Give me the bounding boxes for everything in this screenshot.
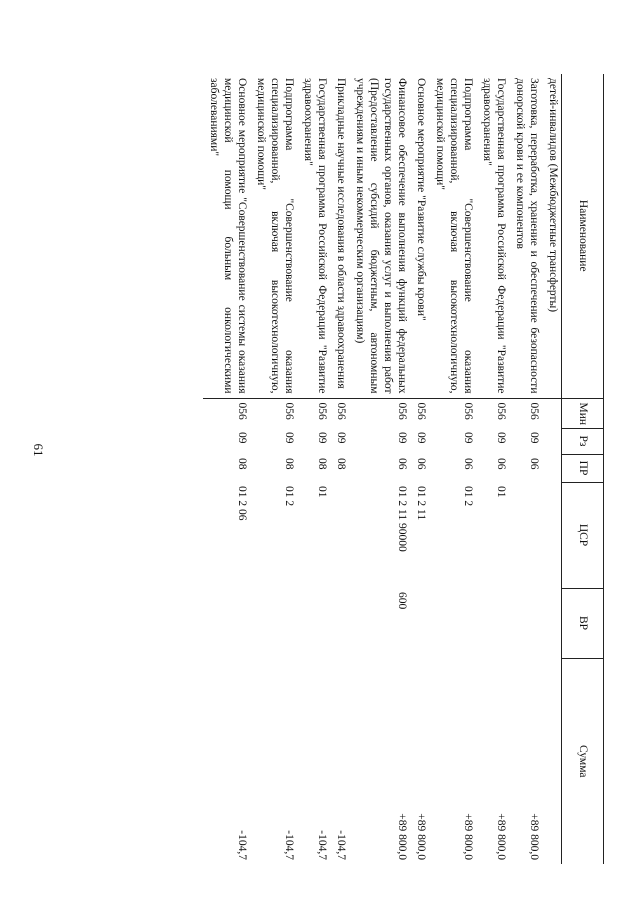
row-vr xyxy=(542,588,562,658)
row-rz: 09 xyxy=(415,432,427,444)
row-sum: +89 800,0 xyxy=(396,813,408,860)
row-csr xyxy=(330,482,349,588)
row-name: Государственная программа Российской Федерации "Развитие здравоохранения" xyxy=(476,74,509,398)
row-name: Подпрограмма "Совершенствование оказания специализированной, включая высокотехнологичную, медицинской помощи" xyxy=(250,74,297,398)
row-min: 056 xyxy=(462,402,474,420)
row-pr: 06 xyxy=(396,458,408,470)
row-min: 056 xyxy=(316,402,328,420)
row-rz: 09 xyxy=(236,432,248,444)
row-name: Заготовка, переработка, хранение и обеспечение безопасности донорской крови и ее компонентов xyxy=(509,74,542,398)
row-csr: 01 xyxy=(495,486,507,498)
row-sum: +89 800,0 xyxy=(495,813,507,860)
row-sum: +89 800,0 xyxy=(462,813,474,860)
row-vr xyxy=(297,588,330,658)
row-csr: 01 xyxy=(316,486,328,498)
page-number: 61 xyxy=(31,443,46,457)
row-pr: 08 xyxy=(316,458,328,470)
row-name: Основное мероприятие "Развитие службы крови" xyxy=(410,74,429,398)
row-vr xyxy=(476,588,509,658)
row-min: 056 xyxy=(495,402,507,420)
row-min: 056 xyxy=(528,402,540,420)
row-vr: 600 xyxy=(396,592,408,610)
row-pr: 08 xyxy=(236,458,248,470)
table-row xyxy=(509,74,542,864)
row-sum: -104,7 xyxy=(335,830,347,860)
table-row xyxy=(297,74,330,864)
row-rz: 09 xyxy=(283,432,295,444)
row-csr: 01 2 11 90000 xyxy=(396,486,408,552)
row-csr: 01 2 xyxy=(283,486,295,507)
rotated-table-container xyxy=(84,74,604,864)
row-sum xyxy=(542,658,562,864)
table-row xyxy=(349,74,410,864)
row-min: 056 xyxy=(335,402,347,420)
row-min: 056 xyxy=(396,402,408,420)
row-name: Прикладные научные исследования в области здравоохранения xyxy=(330,74,349,398)
table-row xyxy=(330,74,349,864)
header-vr: ВР xyxy=(562,588,605,658)
row-csr: 01 2 11 xyxy=(415,486,427,521)
header-row xyxy=(562,74,605,864)
header-name: Наименование xyxy=(562,74,605,398)
row-sum: +89 800,0 xyxy=(415,813,427,860)
row-vr xyxy=(203,588,250,658)
row-sum: -104,7 xyxy=(316,830,328,860)
row-pr: 08 xyxy=(283,458,295,470)
row-vr xyxy=(410,588,429,658)
row-csr xyxy=(542,482,562,588)
row-pr: 06 xyxy=(415,458,427,470)
row-sum: -104,7 xyxy=(236,830,248,860)
row-rz xyxy=(542,428,562,454)
header-sum: Сумма xyxy=(562,658,605,864)
row-min: 056 xyxy=(283,402,295,420)
row-vr xyxy=(330,588,349,658)
row-csr xyxy=(509,482,542,588)
row-name: Подпрограмма "Совершенствование оказания специализированной, включая высокотехнологичную, медицинской помощи" xyxy=(429,74,476,398)
row-pr: 06 xyxy=(528,458,540,470)
table-row xyxy=(410,74,429,864)
row-name: Финансовое обеспечение выполнения функций федеральных государственных органов, оказания услуг и выполнения работ (Предоставление субсидий бюджетным, автономным учреждениям и иным некоммерческим организациям) xyxy=(349,74,410,398)
table-row xyxy=(542,74,562,864)
row-rz: 09 xyxy=(528,432,540,444)
table-row xyxy=(429,74,476,864)
row-sum: +89 800,0 xyxy=(528,813,540,860)
row-vr xyxy=(250,588,297,658)
row-rz: 09 xyxy=(396,432,408,444)
table-row xyxy=(250,74,297,864)
row-name: Основное мероприятие "Совершенствование системы оказания медицинской помощи больным онкологическими заболеваниями" xyxy=(203,74,250,398)
budget-table xyxy=(203,74,604,864)
header-pr: ПР xyxy=(562,454,605,482)
row-min xyxy=(542,398,562,428)
table-row xyxy=(203,74,250,864)
row-rz: 09 xyxy=(495,432,507,444)
row-name: Государственная программа Российской Федерации "Развитие здравоохранения" xyxy=(297,74,330,398)
row-rz: 09 xyxy=(462,432,474,444)
table-row xyxy=(476,74,509,864)
header-min: Мин xyxy=(562,398,605,428)
row-vr xyxy=(429,588,476,658)
header-csr: ЦСР xyxy=(562,482,605,588)
table-frame-top xyxy=(603,74,604,864)
row-name: детей-инвалидов (Межбюджетные трансферты) xyxy=(542,74,562,398)
row-csr: 01 2 xyxy=(462,486,474,507)
row-pr xyxy=(542,454,562,482)
header-rz: Рз xyxy=(562,428,605,454)
row-csr: 01 2 06 xyxy=(236,486,248,521)
row-pr: 08 xyxy=(335,458,347,470)
row-min: 056 xyxy=(236,402,248,420)
row-rz: 09 xyxy=(335,432,347,444)
row-sum: -104,7 xyxy=(283,830,295,860)
row-rz: 09 xyxy=(316,432,328,444)
row-vr xyxy=(509,588,542,658)
row-pr: 06 xyxy=(462,458,474,470)
row-min: 056 xyxy=(415,402,427,420)
row-pr: 06 xyxy=(495,458,507,470)
